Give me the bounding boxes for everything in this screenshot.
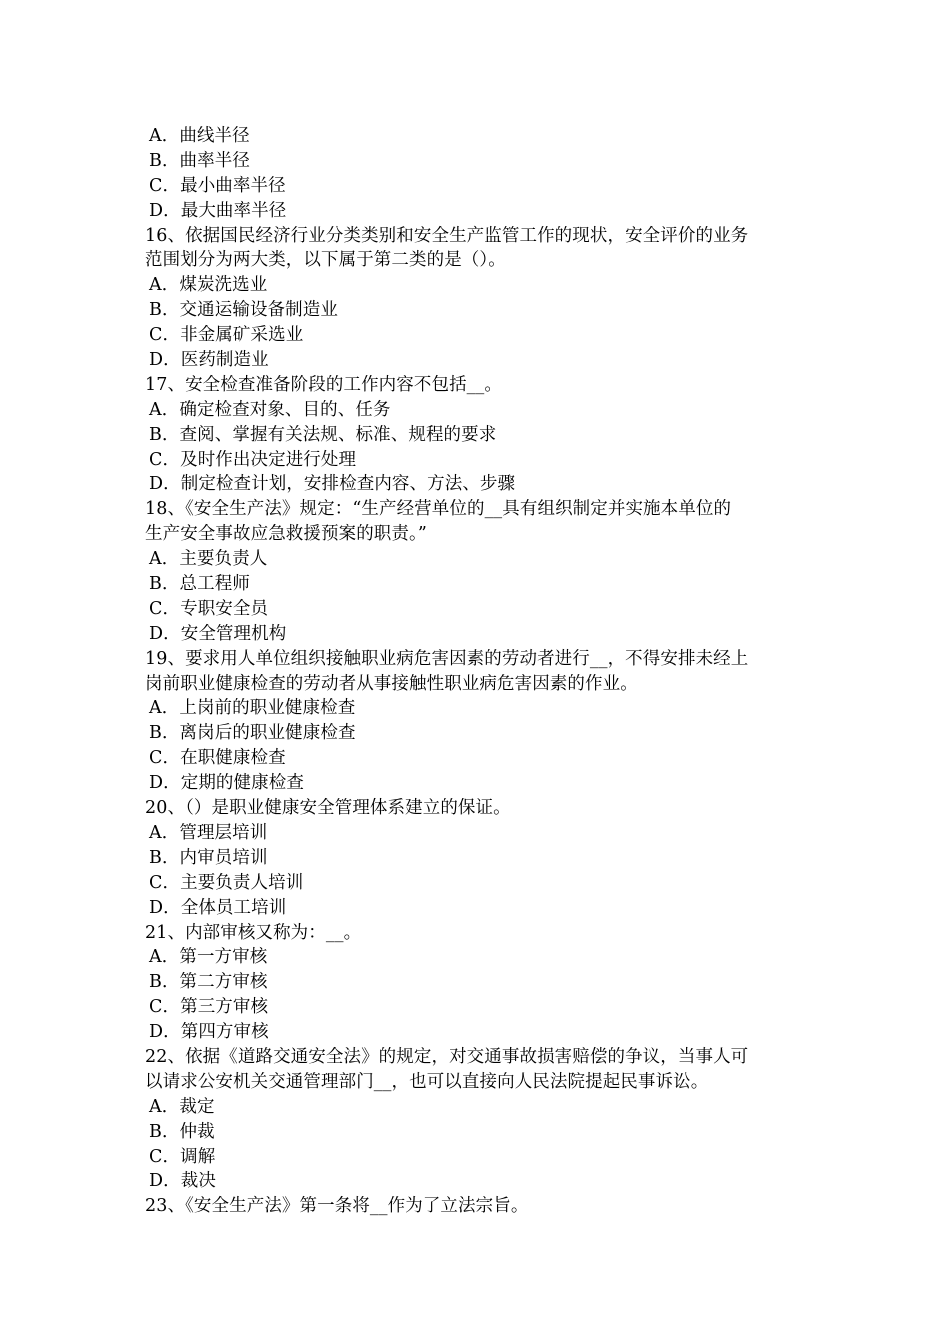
answer-option: D．医药制造业 (149, 350, 269, 371)
answer-option: B．交通运输设备制造业 (149, 300, 338, 321)
answer-option: D．安全管理机构 (149, 623, 287, 644)
question-text-line: 20、（）是职业健康安全管理体系建立的保证。 (145, 798, 511, 819)
question-text-line: 以请求公安机关交通管理部门__，也可以直接向人民法院提起民事诉讼。 (145, 1071, 709, 1092)
answer-option: A．第一方审核 (149, 947, 268, 968)
answer-option: A．曲线半径 (149, 126, 250, 146)
answer-option: A．上岗前的职业健康检查 (149, 698, 356, 719)
question-text-line: 18、《安全生产法》规定：“生产经营单位的__具有组织制定并实施本单位的 (145, 499, 732, 520)
answer-option: A．主要负责人 (149, 549, 268, 570)
answer-option: D．裁决 (149, 1171, 216, 1192)
question-text-line: 16、依据国民经济行业分类类别和安全生产监管工作的现状，安全评价的业务 (145, 225, 749, 246)
answer-option: B．内审员培训 (149, 847, 268, 868)
answer-option: D．全体员工培训 (149, 897, 287, 918)
answer-option: D．制定检查计划，安排检查内容、方法、步骤 (149, 474, 516, 495)
answer-option: A．煤炭洗选业 (149, 275, 268, 296)
answer-option: A．确定检查对象、目的、任务 (149, 399, 391, 420)
answer-option: B．离岗后的职业健康检查 (149, 723, 356, 744)
answer-option: C．专职安全员 (149, 598, 269, 619)
question-text-line: 岗前职业健康检查的劳动者从事接触性职业病危害因素的作业。 (145, 673, 638, 694)
answer-option: C．在职健康检查 (149, 748, 286, 769)
answer-option: B．第二方审核 (149, 972, 268, 993)
answer-option: D．最大曲率半径 (149, 200, 287, 221)
document-body (145, 124, 810, 1219)
answer-option: D．定期的健康检查 (149, 773, 304, 794)
answer-option: B．总工程师 (149, 574, 250, 595)
question-text-line: 21、内部审核又称为：__。 (145, 922, 362, 943)
answer-option: D．第四方审核 (149, 1022, 269, 1043)
answer-option: B．仲裁 (149, 1121, 215, 1142)
answer-option: B．查阅、掌握有关法规、标准、规程的要求 (149, 424, 497, 445)
answer-option: C．最小曲率半径 (149, 175, 286, 196)
question-text-line: 范围划分为两大类，以下属于第二类的是（）。 (145, 250, 506, 271)
answer-option: C．及时作出决定进行处理 (149, 449, 357, 470)
answer-option: A．管理层培训 (149, 822, 268, 843)
answer-option: A．裁定 (149, 1096, 215, 1117)
answer-option: B．曲率半径 (149, 150, 250, 171)
question-text-line: 19、要求用人单位组织接触职业病危害因素的劳动者进行__，不得安排未经上 (145, 648, 749, 669)
question-text-line: 生产安全事故应急救援预案的职责。” (145, 524, 427, 545)
answer-option: C．第三方审核 (149, 997, 269, 1018)
question-text-line: 17、安全检查准备阶段的工作内容不包括__。 (145, 374, 502, 395)
question-text-line: 23、《安全生产法》第一条将__作为了立法宗旨。 (145, 1196, 529, 1217)
answer-option: C．主要负责人培训 (149, 872, 304, 893)
answer-option: C．调解 (149, 1146, 216, 1167)
answer-option: C．非金属矿采选业 (149, 325, 304, 346)
question-text-line: 22、依据《道路交通安全法》的规定，对交通事故损害赔偿的争议，当事人可 (145, 1046, 749, 1067)
